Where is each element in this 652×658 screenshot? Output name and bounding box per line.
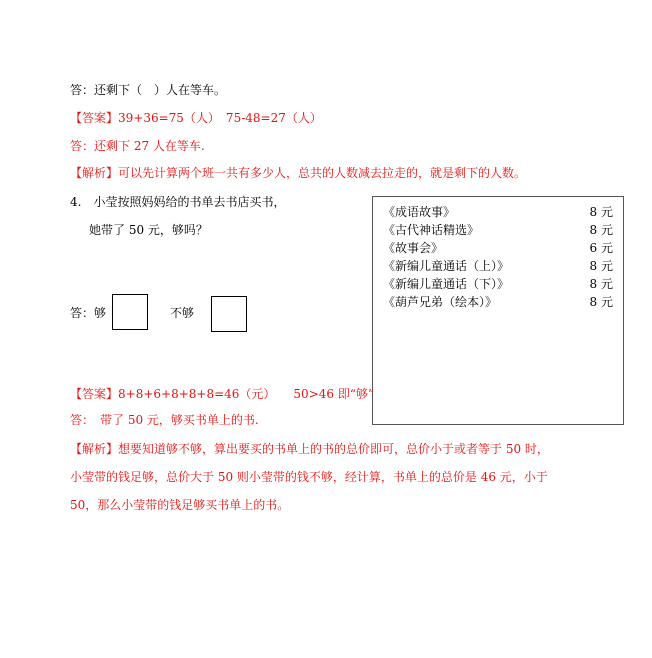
q4-answer-key-text: 8+8+6+8+8+8=46（元） 50>46 即“够” (118, 387, 375, 401)
q3-analysis-label: 【解析】 (70, 166, 119, 180)
q4-enough-label: 答：够 (70, 306, 107, 320)
q4-analysis-line3: 50，那么小莹带的钱足够买书单上的书。 (70, 498, 290, 512)
book-title: 《新编儿童通话（下）》 (383, 277, 510, 291)
q3-answer-line: 答：还剩下 27 人在等车. (70, 139, 205, 153)
book-row (383, 239, 613, 257)
book-title: 《新编儿童通话（上）》 (383, 259, 510, 273)
q3-answer-key (70, 110, 322, 126)
q4-analysis-line2: 小莹带的钱足够，总价大于 50 则小莹带的钱不够，经计算，书单上的总价是 46 元，小于 (70, 470, 548, 484)
book-price: 8 元 (589, 259, 613, 273)
q3-analysis (70, 165, 526, 181)
q4-not-enough-label: 不够 (170, 306, 195, 320)
book-row (383, 203, 613, 221)
q3-answer-key-text: 39+36=75（人） 75-48=27（人） (118, 111, 322, 125)
book-price: 8 元 (589, 277, 613, 291)
q4-analysis-label: 【解析】 (70, 442, 119, 456)
q3-answer-stem: 答：还剩下（ ）人在等车。 (70, 83, 227, 97)
book-title: 《成语故事》 (383, 205, 456, 219)
book-row (383, 221, 613, 239)
book-price: 6 元 (589, 241, 613, 255)
q3-analysis-text: 可以先计算两个班一共有多少人，总共的人数减去拉走的，就是剩下的人数。 (118, 166, 527, 180)
not-enough-checkbox[interactable] (211, 296, 247, 332)
book-row (383, 257, 613, 275)
book-list-panel (372, 196, 624, 425)
book-title: 《故事会》 (383, 241, 444, 255)
q4-answer-key (70, 386, 374, 402)
book-row (383, 275, 613, 293)
enough-checkbox[interactable] (112, 294, 148, 330)
book-price: 8 元 (589, 205, 613, 219)
q4-answer-line: 答： 带了 50 元，够买书单上的书. (70, 413, 259, 427)
q4-analysis-line1: 想要知道够不够，算出要买的书单上的书的总价即可，总价小于或者等于 50 时， (118, 442, 549, 456)
q4-question-line1: 4. 小莹按照妈妈给的书单去书店买书， (70, 195, 286, 209)
q4-analysis-first (70, 441, 549, 457)
book-price: 8 元 (589, 295, 613, 309)
book-title: 《葫芦兄弟（绘本）》 (383, 295, 498, 309)
book-title: 《古代神话精选》 (383, 223, 480, 237)
book-price: 8 元 (589, 223, 613, 237)
q4-question-line2: 她带了 50 元，够吗？ (89, 223, 208, 237)
book-row (383, 293, 613, 311)
q3-answer-key-label: 【答案】 (70, 111, 119, 125)
q4-answer-key-label: 【答案】 (70, 387, 119, 401)
